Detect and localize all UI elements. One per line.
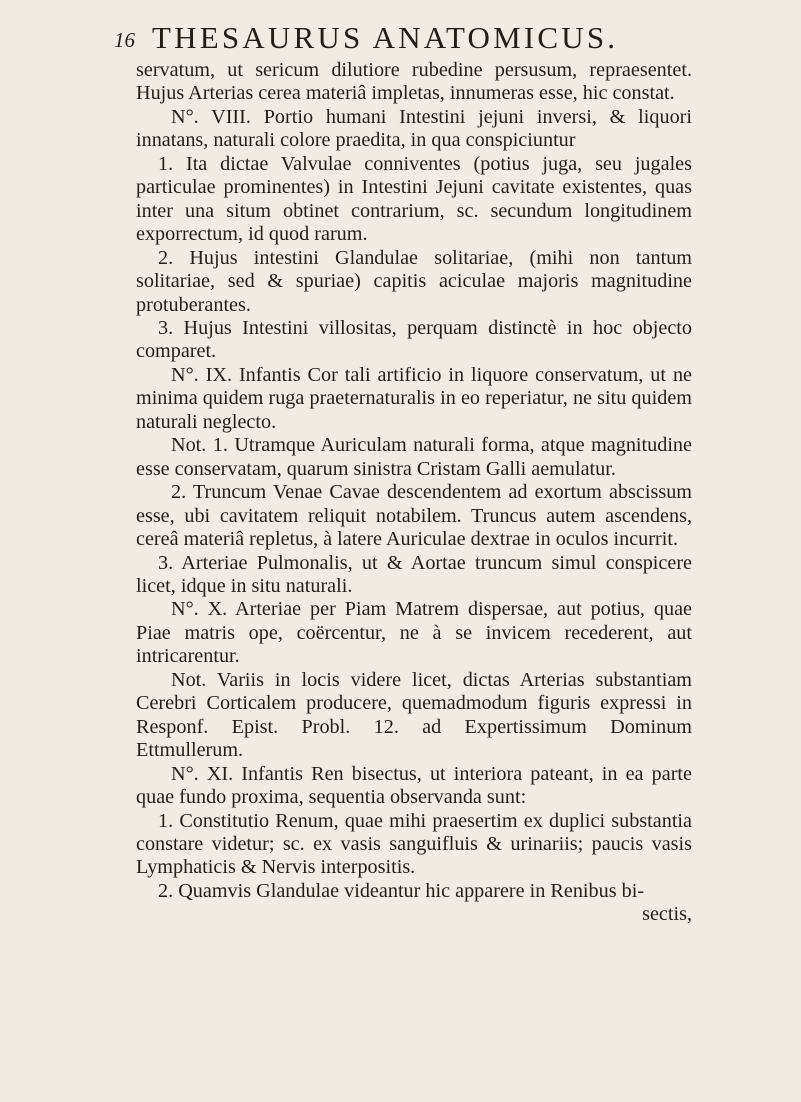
page-number: 16 [114, 28, 135, 52]
paragraph-xi-point-2: 2. Quamvis Glandulae videantur hic apparere in Renibus bi- [158, 879, 645, 902]
paragraph-item-ix: N°. IX. Infantis Cor tali artificio in liquore conservatum, ut ne minima quidem ruga praeternaturalis in eo reperiatur, ne situ quidem naturali neglecto. [136, 363, 692, 433]
paragraph-viii-point-1: 1. Ita dictae Valvulae conniventes (potius juga, seu jugales particulae prominentes) in Intestini Jejuni cavitate existentes, quas inter una situm obtinet contrarium, sc. secundum longitudinem exporrectum, id quod rarum. [136, 152, 692, 246]
paragraph-ix-note-2: 2. Truncum Venae Cavae descendentem ad exortum abscissum esse, ubi cavitatem reliquit notabilem. Truncus autem ascendens, cereâ materiâ repletus, à latere Auriculae dextrae in oculos incurrit. [136, 481, 692, 551]
paragraph-x-note: Not. Variis in locis videre licet, dictas Arterias substantiam Cerebri Corticalem producere, quemadmodum figuris expressi in Responf. Epist. Probl. 12. ad Expertissimum Dominum Ettmullerum. [136, 668, 692, 762]
paragraph-xi-point-1: 1. Constitutio Renum, quae mihi praesertim ex duplici substantia constare videtur; sc. ex vasis sanguifluis & urinariis; paucis vasis Lymphaticis & Nervis interpositis. [136, 809, 692, 879]
paragraph-item-viii: N°. VIII. Portio humani Intestini jejuni inversi, & liquori innatans, naturali colore praedita, in qua conspiciuntur [136, 105, 692, 152]
catchword: sectis, [642, 903, 692, 926]
paragraph-ix-note-3: 3. Arteriae Pulmonalis, ut & Aortae truncum simul conspicere licet, idque in situ naturali. [136, 551, 692, 597]
paragraph-ix-note-1: Not. 1. Utramque Auriculam naturali forma, atque magnitudine esse conservatam, quarum sinistra Cristam Galli aemulatur. [136, 434, 692, 480]
running-title: THESAURUS ANATOMICUS. [152, 20, 619, 55]
paragraph-viii-point-3: 3. Hujus Intestini villositas, perquam distinctè in hoc objecto comparet. [136, 316, 692, 363]
paragraph-continuation: servatum, ut sericum dilutiore rubedine persusum, repraesentet. Hujus Arterias cerea materiâ impletas, innumeras esse, hic constat. [136, 59, 692, 105]
paragraph-item-x: N°. X. Arteriae per Piam Matrem dispersae, aut potius, quae Piae matris ope, coërcentur, ne à se invicem recederent, aut intricarentur. [136, 598, 692, 668]
page-header [114, 12, 694, 56]
paragraph-viii-point-2: 2. Hujus intestini Glandulae solitariae, (mihi non tantum solitariae, sed & spuriae) capitis aciculae majoris magnitudine protuberantes. [136, 246, 692, 316]
body-text [136, 59, 692, 927]
paragraph-item-xi: N°. XI. Infantis Ren bisectus, ut interiora pateant, in ea parte quae fundo proxima, sequentia observanda sunt: [136, 762, 692, 809]
